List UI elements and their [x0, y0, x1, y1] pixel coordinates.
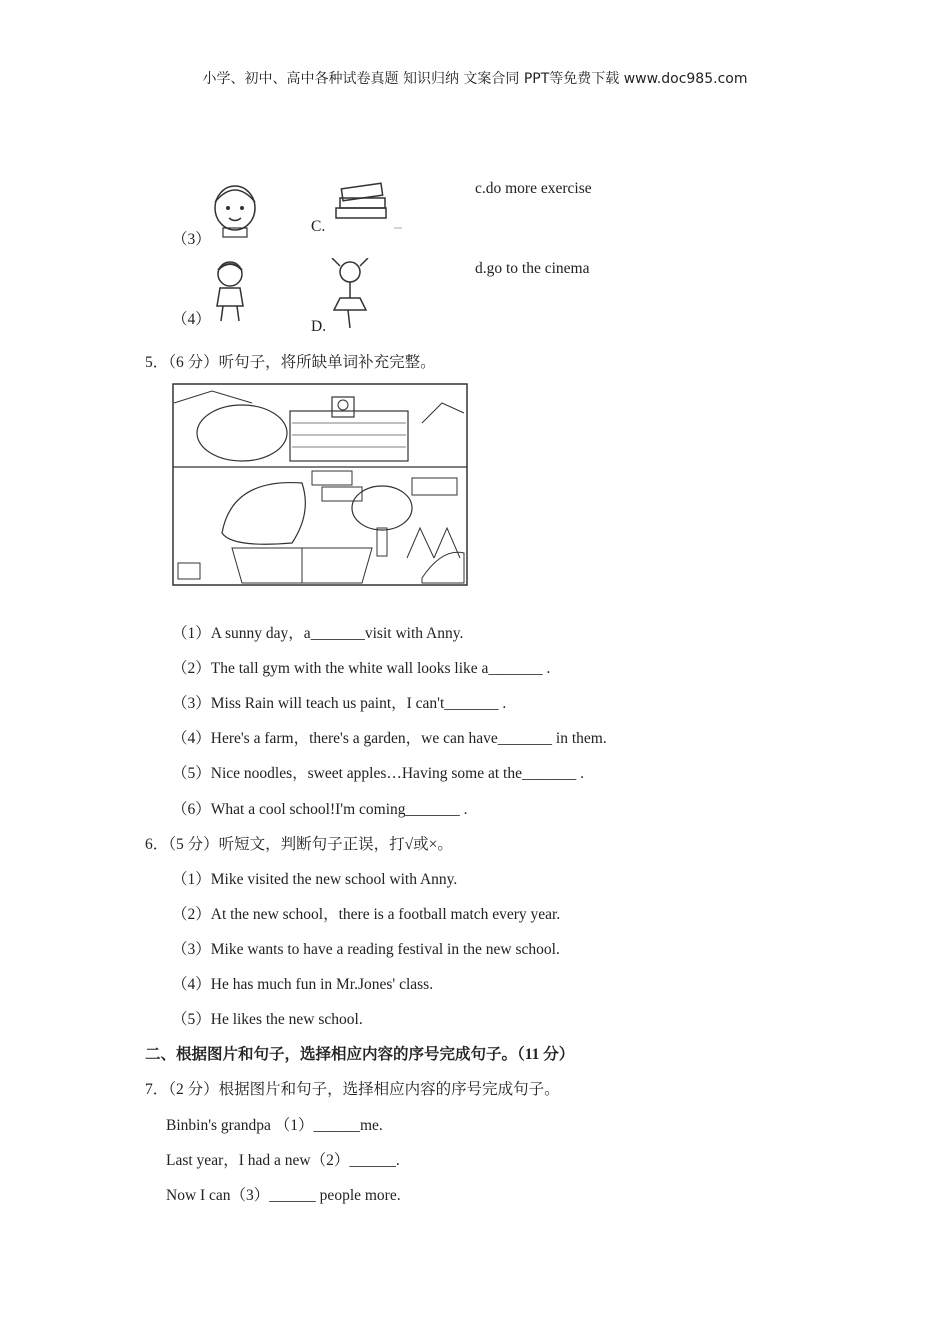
q7-line-3: Now I can（3）______ people more. — [166, 1187, 401, 1204]
match-num-3: （3） — [172, 231, 211, 248]
q5-item-3: （3）Miss Rain will teach us paint，I can't_______ . — [172, 695, 507, 712]
girl-face-picture — [205, 178, 265, 238]
match-letter-c: C. — [311, 218, 326, 235]
q6-item-5: （5）He likes the new school. — [172, 1011, 363, 1028]
q5-item-2: （2）The tall gym with the white wall looks like a_______ . — [172, 660, 551, 677]
q6-item-1: （1）Mike visited the new school with Anny. — [172, 871, 458, 888]
books-picture — [330, 178, 405, 233]
q7-line-1: Binbin's grandpa （1）______me. — [166, 1117, 383, 1134]
match-phrase-c: c.do more exercise — [475, 180, 592, 197]
q6-item-2: （2）At the new school，there is a football match every year. — [172, 906, 561, 923]
school-scene-picture — [172, 383, 468, 586]
q5-item-5: （5）Nice noodles，sweet apples…Having some at the_______ . — [172, 765, 584, 782]
dancer-picture — [328, 258, 373, 330]
q6-item-3: （3）Mike wants to have a reading festival in the new school. — [172, 941, 560, 958]
section-2-title: 二、根据图片和句子，选择相应内容的序号完成句子。（11 分） — [145, 1046, 575, 1063]
q7-title: 7．（2 分）根据图片和句子，选择相应内容的序号完成句子。 — [145, 1081, 560, 1098]
match-phrase-d: d.go to the cinema — [475, 260, 590, 277]
q7-line-2: Last year，I had a new（2）______. — [166, 1152, 400, 1169]
q5-item-4: （4）Here's a farm，there's a garden，we can have_______ in them. — [172, 730, 607, 747]
boy-picture — [205, 258, 255, 322]
match-letter-d: D. — [311, 318, 327, 335]
q6-item-4: （4）He has much fun in Mr.Jones' class. — [172, 976, 434, 993]
q5-title: 5．（6 分）听句子，将所缺单词补充完整。 — [145, 354, 436, 371]
match-num-4: （4） — [172, 311, 211, 328]
q5-item-6: （6）What a cool school!I'm coming_______ . — [172, 801, 468, 818]
page-header: 小学、初中、高中各种试卷真题 知识归纳 文案合同 PPT等免费下载 www.doc985.com — [202, 71, 748, 87]
q6-title: 6．（5 分）听短文，判断句子正误，打√或×。 — [145, 836, 453, 853]
q5-item-1: （1）A sunny day，a_______visit with Anny. — [172, 625, 464, 642]
